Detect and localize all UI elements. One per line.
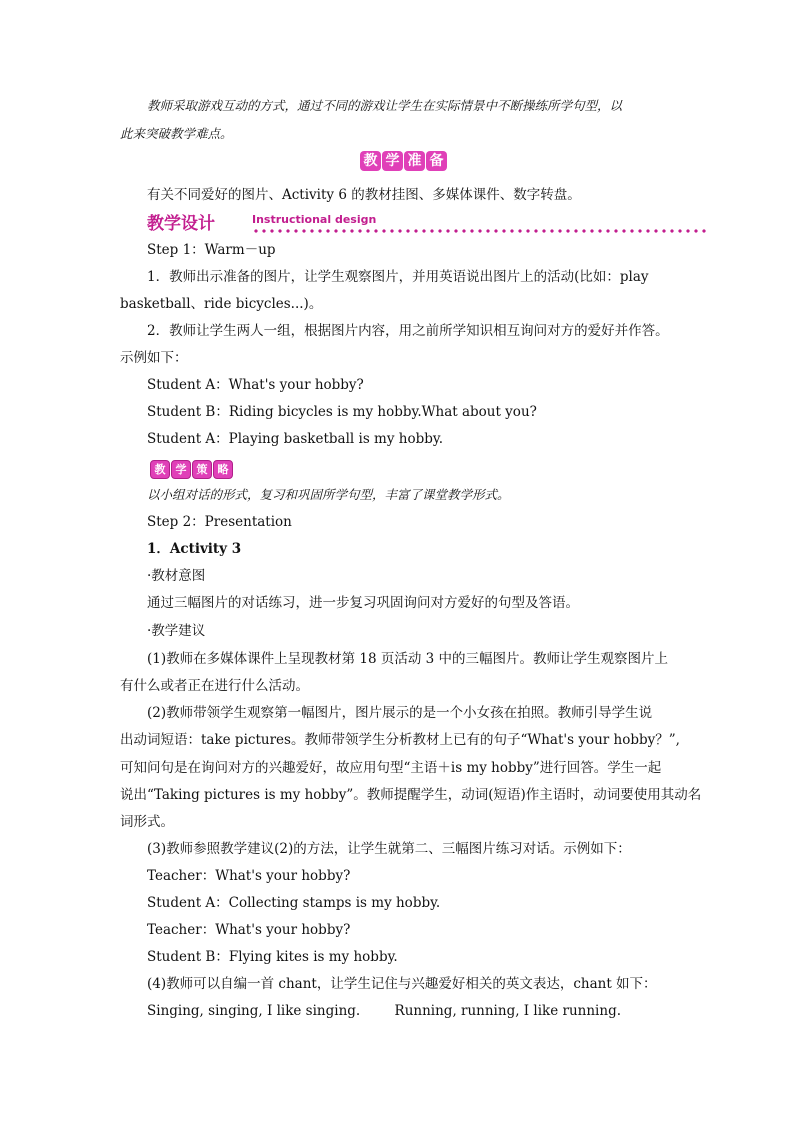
prep-badge-char: 教 — [360, 151, 381, 171]
step1-para1-line1: 1．教师出示准备的图片，让学生观察图片，并用英语说出图片上的活动(比如：play — [147, 269, 649, 285]
strategy-badge-char: 策 — [192, 460, 212, 479]
prep-badge-char: 准 — [404, 151, 425, 171]
step1-para2-line2: 示例如下： — [120, 350, 188, 366]
step2-heading: Step 2：Presentation — [147, 514, 292, 530]
dialog-line: Teacher：What's your hobby? — [147, 868, 351, 884]
dialog-line: Student B：Flying kites is my hobby. — [147, 949, 398, 965]
dialog-line: Student A：Collecting stamps is my hobby. — [147, 895, 441, 911]
strategy-text: 以小组对话的形式，复习和巩固所学句型，丰富了课堂教学形式。 — [147, 487, 510, 502]
strategy-badge-char: 学 — [171, 460, 191, 479]
suggestion4: (4)教师可以自编一首 chant，让学生记住与兴趣爱好相关的英文表达，chant 如下： — [147, 976, 657, 992]
prep-badge — [360, 151, 448, 171]
prep-text: 有关不同爱好的图片、Activity 6 的教材挂图、多媒体课件、数字转盘。 — [147, 187, 581, 203]
chant-line: Singing, singing, I like singing. Running, running, I like running. — [147, 1003, 621, 1019]
prep-badge-char: 备 — [426, 151, 447, 171]
dialog-line: Student A：What's your hobby? — [147, 377, 364, 393]
suggestion2-line4: 说出“Taking pictures is my hobby”。教师提醒学生，动词(短语)作主语时，动词要使用其动名 — [120, 787, 702, 803]
dialog-line: Student B：Riding bicycles is my hobby.What about you? — [147, 404, 537, 420]
dialog-line: Teacher：What's your hobby? — [147, 922, 351, 938]
dialog-line: Student A：Playing basketball is my hobby. — [147, 431, 443, 447]
strategy-badge — [150, 460, 234, 479]
strategy-badge-char: 教 — [150, 460, 170, 479]
strategy-badge-char: 略 — [213, 460, 233, 479]
design-subtitle: Instructional design — [252, 213, 377, 226]
step1-heading: Step 1：Warm－up — [147, 242, 276, 258]
step1-para2-line1: 2．教师让学生两人一组，根据图片内容，用之前所学知识相互询问对方的爱好并作答。 — [147, 323, 669, 339]
intent-text: 通过三幅图片的对话练习，进一步复习巩固询问对方爱好的句型及答语。 — [147, 595, 579, 611]
suggestion2-line5: 词形式。 — [120, 814, 174, 830]
activity3-heading: 1．Activity 3 — [147, 541, 242, 557]
prep-badge-char: 学 — [382, 151, 403, 171]
intro-line-2: 此来突破教学难点。 — [120, 126, 233, 141]
suggestion2-line1: (2)教师带领学生观察第一幅图片，图片展示的是一个小女孩在拍照。教师引导学生说 — [147, 705, 653, 721]
suggestion1-line1: (1)教师在多媒体课件上呈现教材第 18 页活动 3 中的三幅图片。教师让学生观察图片上 — [147, 651, 669, 667]
suggestion1-line2: 有什么或者正在进行什么活动。 — [120, 678, 309, 694]
suggest-label: ·教学建议 — [147, 623, 206, 639]
intent-label: ·教材意图 — [147, 568, 206, 584]
design-title: 教学设计 — [147, 214, 215, 234]
dotted-divider — [252, 229, 710, 233]
suggestion3: (3)教师参照教学建议(2)的方法，让学生就第二、三幅图片练习对话。示例如下： — [147, 841, 631, 857]
suggestion2-line2: 出动词短语：take pictures。教师带领学生分析教材上已有的句子“What's your hobby？”, — [120, 732, 680, 748]
step1-para1-line2: basketball、ride bicycles...)。 — [120, 296, 323, 312]
suggestion2-line3: 可知问句是在询问对方的兴趣爱好，故应用句型“主语＋is my hobby”进行回答。学生一起 — [120, 760, 662, 776]
intro-line-1: 教师采取游戏互动的方式，通过不同的游戏让学生在实际情景中不断操练所学句型，以 — [147, 98, 623, 113]
